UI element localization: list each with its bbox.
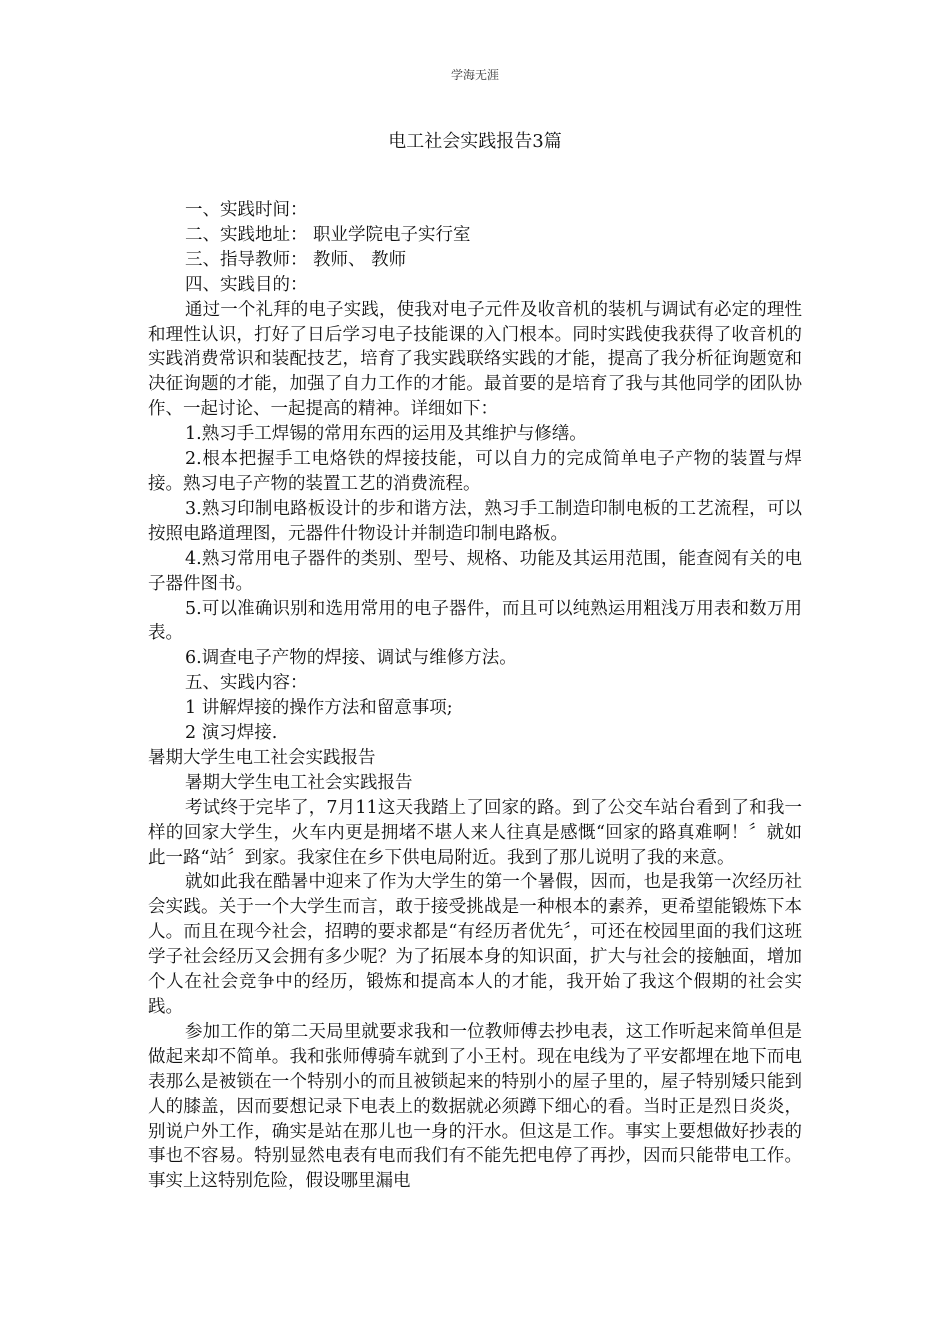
section-heading: 五、实践内容： xyxy=(185,673,308,694)
list-item: 6.调查电子产物的焊接、调试与维修方法。 xyxy=(185,648,517,669)
list-item: 3.熟习印制电路板设计的步和谐方法，熟习手工制造印制电板的工艺流程，可以按照电路道理图，元器件什物设计并制造印制电路板。 xyxy=(148,498,802,544)
document-title: 电工社会实践报告3篇 xyxy=(388,131,562,152)
list-item: 1.熟习手工焊锡的常用东西的运用及其维护与修缮。 xyxy=(185,424,587,445)
list-item: 4.熟习常用电子器件的类别、型号、规格、功能及其运用范围，能查阅有关的电子器件图书。 xyxy=(148,548,802,594)
document-body xyxy=(148,198,802,1194)
subtitle: 暑期大学生电工社会实践报告 xyxy=(185,772,413,793)
page-header: 学海无涯 xyxy=(450,68,499,82)
list-item: 2.根本把握手工电烙铁的焊接技能，可以自力的完成简单电子产物的装置与焊接。熟习电子产物的装置工艺的消费流程。 xyxy=(148,449,802,494)
list-item: 2 演习焊接. xyxy=(185,723,278,744)
section-heading: 三、指导教师： 教师、 教师 xyxy=(185,249,407,270)
section-heading: 四、实践目的： xyxy=(185,274,308,295)
section-heading: 一、实践时间： xyxy=(185,200,308,220)
section-heading: 二、实践地址： 职业学院电子实行室 xyxy=(185,224,471,245)
subtitle: 暑期大学生电工社会实践报告 xyxy=(148,747,376,768)
paragraph: 就如此我在酷暑中迎来了作为大学生的第一个暑假，因而，也是我第一次经历社会实践。关于一个大学生而言，敢于接受挑战是一种根本的素养，更希望能锻炼下本人。而且在现今社会，招聘的要求都是“有经历者优先〞，可还在校园里面的我们这班学子社会经历又会拥有多少呢？为了拓展本身的知识面，扩大与社会的接触面，增加个人在社会竞争中的经历，锻炼和提高本人的才能，我开始了我这个假期的社会实践。 xyxy=(148,872,802,1017)
paragraph: 考试终于完毕了，7月11这天我踏上了回家的路。到了公交车站台看到了和我一样的回家大学生，火车内更是拥堵不堪人来人往真是感慨“回家的路真难啊！〞就如此一路“站〞到家。我家住在乡下供电局附近。我到了那儿说明了我的来意。 xyxy=(148,797,802,868)
paragraph: 通过一个礼拜的电子实践，使我对电子元件及收音机的装机与调试有必定的理性和理性认识，打好了日后学习电子技能课的入门根本。同时实践使我获得了收音机的实践消费常识和装配技艺，培育了我实践联络实践的才能，提高了我分析征询题宽和决征询题的才能，加强了自力工作的才能。最首要的是培育了我与其他同学的团队协作、一起讨论、一起提高的精神。详细如下： xyxy=(148,299,802,420)
list-item: 5.可以准确识别和选用常用的电子器件，而且可以纯熟运用粗浅万用表和数万用表。 xyxy=(148,598,802,644)
list-item: 1 讲解焊接的操作方法和留意事项; xyxy=(185,698,453,719)
paragraph: 参加工作的第二天局里就要求我和一位教师傅去抄电表，这工作听起来简单但是做起来却不简单。我和张师傅骑车就到了小王村。现在电线为了平安都埋在地下而电表那么是被锁在一个特别小的而且被锁起来的特别小的屋子里的，屋子特别矮只能到人的膝盖，因而要想记录下电表上的数据就必须蹲下细心的看。当时正是烈日炎炎，别说户外工作，确实是站在那儿也一身的汗水。但这是工作。事实上要想做好抄表的事也不容易。特别显然电表有电而我们有不能先把电停了再抄，因而只能带电工作。事实上这特别危险，假设哪里漏电 xyxy=(148,1021,802,1192)
